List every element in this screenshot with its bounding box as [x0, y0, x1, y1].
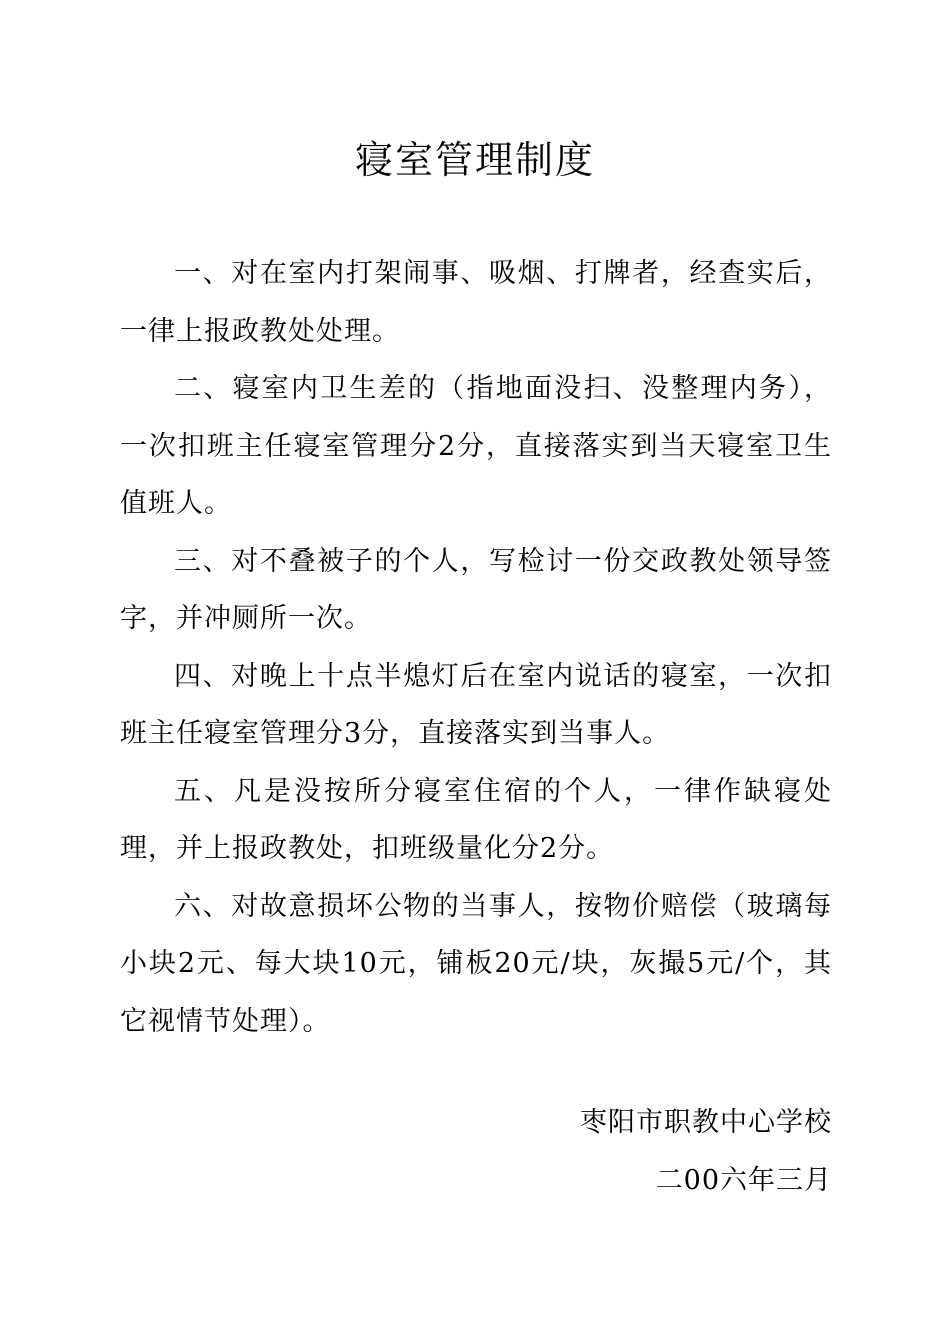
rule-paragraph-2: 二、寝室内卫生差的（指地面没扫、没整理内务），一次扣班主任寝室管理分2分，直接落实到当天寝室卫生值班人。	[120, 373, 832, 519]
rule-paragraph-4: 四、对晚上十点半熄灯后在室内说话的寝室，一次扣班主任寝室管理分3分，直接落实到当事人。	[120, 660, 832, 749]
rule-paragraph-5: 五、凡是没按所分寝室住宿的个人，一律作缺寝处理，并上报政教处，扣班级量化分2分。	[120, 775, 832, 864]
rule-paragraph-1: 一、对在室内打架闹事、吸烟、打牌者，经查实后，一律上报政教处处理。	[120, 258, 832, 347]
rule-paragraph-3: 三、对不叠被子的个人，写检讨一份交政教处领导签字，并冲厕所一次。	[120, 545, 832, 634]
signature-organization: 枣阳市职教中心学校	[580, 1107, 832, 1138]
rule-paragraph-6: 六、对故意损坏公物的当事人，按物价赔偿（玻璃每小块2元、每大块10元，铺板20元/块，灰撮5元/个，其它视情节处理）。	[120, 890, 832, 1037]
document-body	[120, 245, 832, 1050]
signature-date: 二00六年三月	[655, 1165, 832, 1196]
document-title: 寝室管理制度	[354, 138, 595, 182]
